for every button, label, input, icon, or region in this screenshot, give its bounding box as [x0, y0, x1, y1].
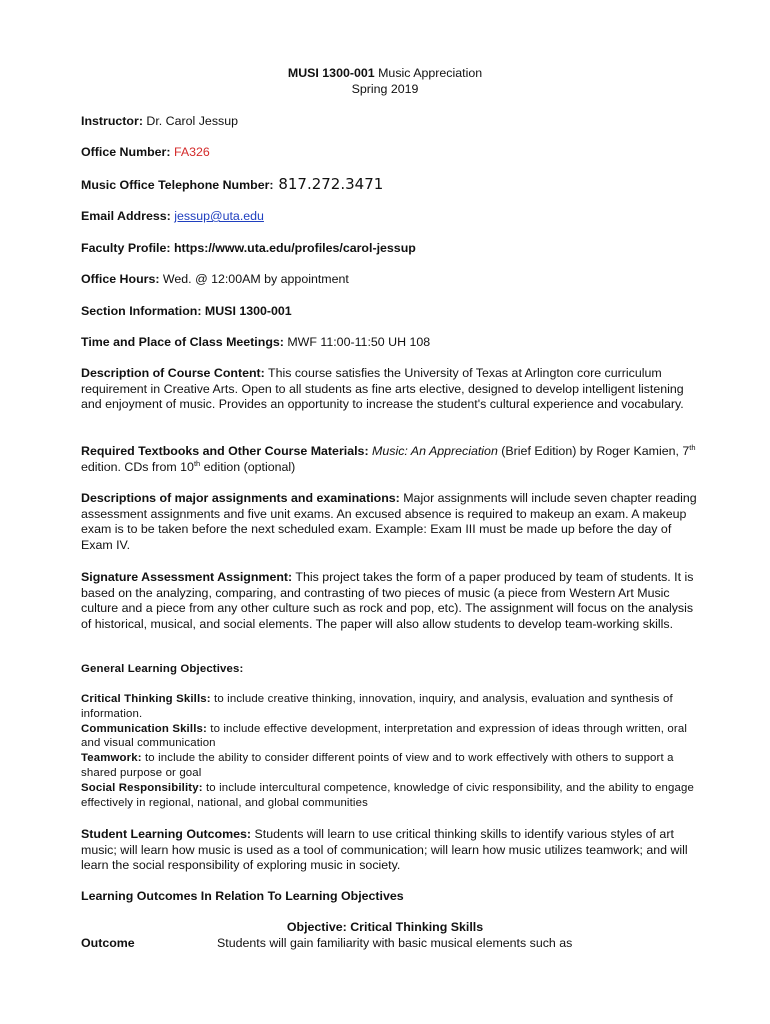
textbook-text-2: edition. CDs from 10 [81, 459, 194, 474]
textbooks-paragraph [81, 444, 701, 475]
email-line [81, 209, 264, 225]
textbook-text-3: edition (optional) [200, 459, 296, 474]
email-link[interactable]: jessup@uta.edu [174, 209, 264, 223]
outcome-row-text: Students will gain familiarity with basic musical elements such as [217, 936, 573, 950]
objective-item [81, 751, 701, 781]
signature-paragraph [81, 570, 701, 632]
objective-item [81, 722, 701, 752]
section-label: Section Information: MUSI 1300-001 [81, 304, 292, 318]
objective-item [81, 781, 701, 811]
assignments-label: Descriptions of major assignments and examinations: [81, 491, 400, 505]
textbook-title: Music: An Appreciation [372, 444, 498, 458]
description-label: Description of Course Content: [81, 366, 265, 380]
office-hours-label: Office Hours: [81, 272, 160, 286]
faculty-profile-label: Faculty Profile: https://www.uta.edu/profiles/carol-jessup [81, 241, 416, 255]
instructor-label: Instructor: [81, 114, 143, 128]
objective-label: Critical Thinking Skills: [81, 693, 211, 705]
office-number-line [81, 145, 210, 161]
objective-heading: Objective: Critical Thinking Skills [286, 920, 484, 934]
outcomes-label: Student Learning Outcomes: [81, 827, 252, 841]
office-number-value: FA326 [170, 145, 210, 159]
assignments-paragraph [81, 491, 701, 553]
objective-text: to include intercultural competence, knowledge of civic responsibility, and the ability to engage effectively in regional, national, and global communities [81, 781, 694, 809]
textbooks-label: Required Textbooks and Other Course Materials: [81, 444, 369, 458]
objective-text: to include effective development, interpretation and expression of ideas through written, oral and visual communication [81, 722, 688, 750]
outcome-row-label: Outcome [81, 936, 135, 950]
relation-heading: Learning Outcomes In Relation To Learning Objectives [81, 889, 404, 903]
description-paragraph [81, 366, 701, 413]
objective-item [81, 692, 701, 722]
email-label: Email Address: [81, 209, 171, 223]
outcomes-paragraph [81, 827, 701, 874]
objective-label: Social Responsibility: [81, 781, 203, 794]
course-title [0, 66, 770, 82]
course-term: Spring 2019 [351, 82, 419, 96]
meetings-label: Time and Place of Class Meetings: [81, 335, 284, 349]
meetings-line [81, 335, 430, 351]
instructor-value: Dr. Carol Jessup [142, 114, 238, 128]
signature-label: Signature Assessment Assignment: [81, 570, 293, 584]
office-hours-value: Wed. @ 12:00AM by appointment [159, 272, 349, 286]
course-code: MUSI 1300-001 [287, 66, 375, 80]
general-objectives-heading: General Learning Objectives: [81, 663, 244, 675]
meetings-value: MWF 11:00-11:50 UH 108 [283, 335, 431, 349]
outcomes-text: Students will learn to use critical thinking skills to identify various styles of art music; will learn how music is used as a tool of communication; will learn how music utilizes teamwork; and will learn the social responsibility of exploring music in society. [81, 827, 688, 873]
objective-label: Communication Skills: [81, 722, 207, 735]
description-text: This course satisfies the University of Texas at Arlington core curriculum requirement in Creative Arts. Open to all students as fine arts elective, designed to develop intelligent listening and enjoyment of music. Provides an opportunity to increase the student's cultural experience and vocabulary. [81, 366, 684, 412]
signature-text: This project takes the form of a paper produced by team of students. It is based on the analyzing, comparing, and contrasting of two pieces of music (a piece from Western Art Music culture and a piece from any other culture such as rock and pop, etc). The assignment will focus on the analysis of historical, musical, and social elements. The paper will also allow students to develop team-working skills. [81, 570, 694, 631]
objective-text: to include the ability to consider different points of view and to work effectively with others to support a shared purpose or goal [81, 752, 674, 779]
textbook-sup-1: th [689, 443, 696, 452]
instructor-line [81, 114, 238, 130]
section-line [81, 304, 292, 320]
objective-text: to include creative thinking, innovation, inquiry, and analysis, evaluation and synthesis of information. [81, 693, 673, 720]
textbook-sup-2: th [193, 458, 201, 468]
phone-label: Music Office Telephone Number: [81, 178, 274, 192]
objective-label: Teamwork: [81, 752, 142, 765]
phone-value: 817.272.3471 [273, 175, 384, 193]
faculty-profile-line [81, 241, 416, 257]
phone-line [81, 177, 383, 194]
office-hours-line [81, 272, 349, 288]
course-name: Music Appreciation [374, 66, 483, 80]
textbook-text-1: (Brief Edition) by Roger Kamien, 7 [497, 444, 690, 458]
general-objectives-list [81, 692, 701, 810]
office-number-label: Office Number: [81, 145, 171, 159]
assignments-text: Major assignments will include seven chapter reading assessment assignments and five unit exams. An excused absence is required to makeup an exam. A makeup exam is to be taken before the next scheduled exam. Example: Exam III must be made up before the day of Exam IV. [81, 491, 697, 552]
